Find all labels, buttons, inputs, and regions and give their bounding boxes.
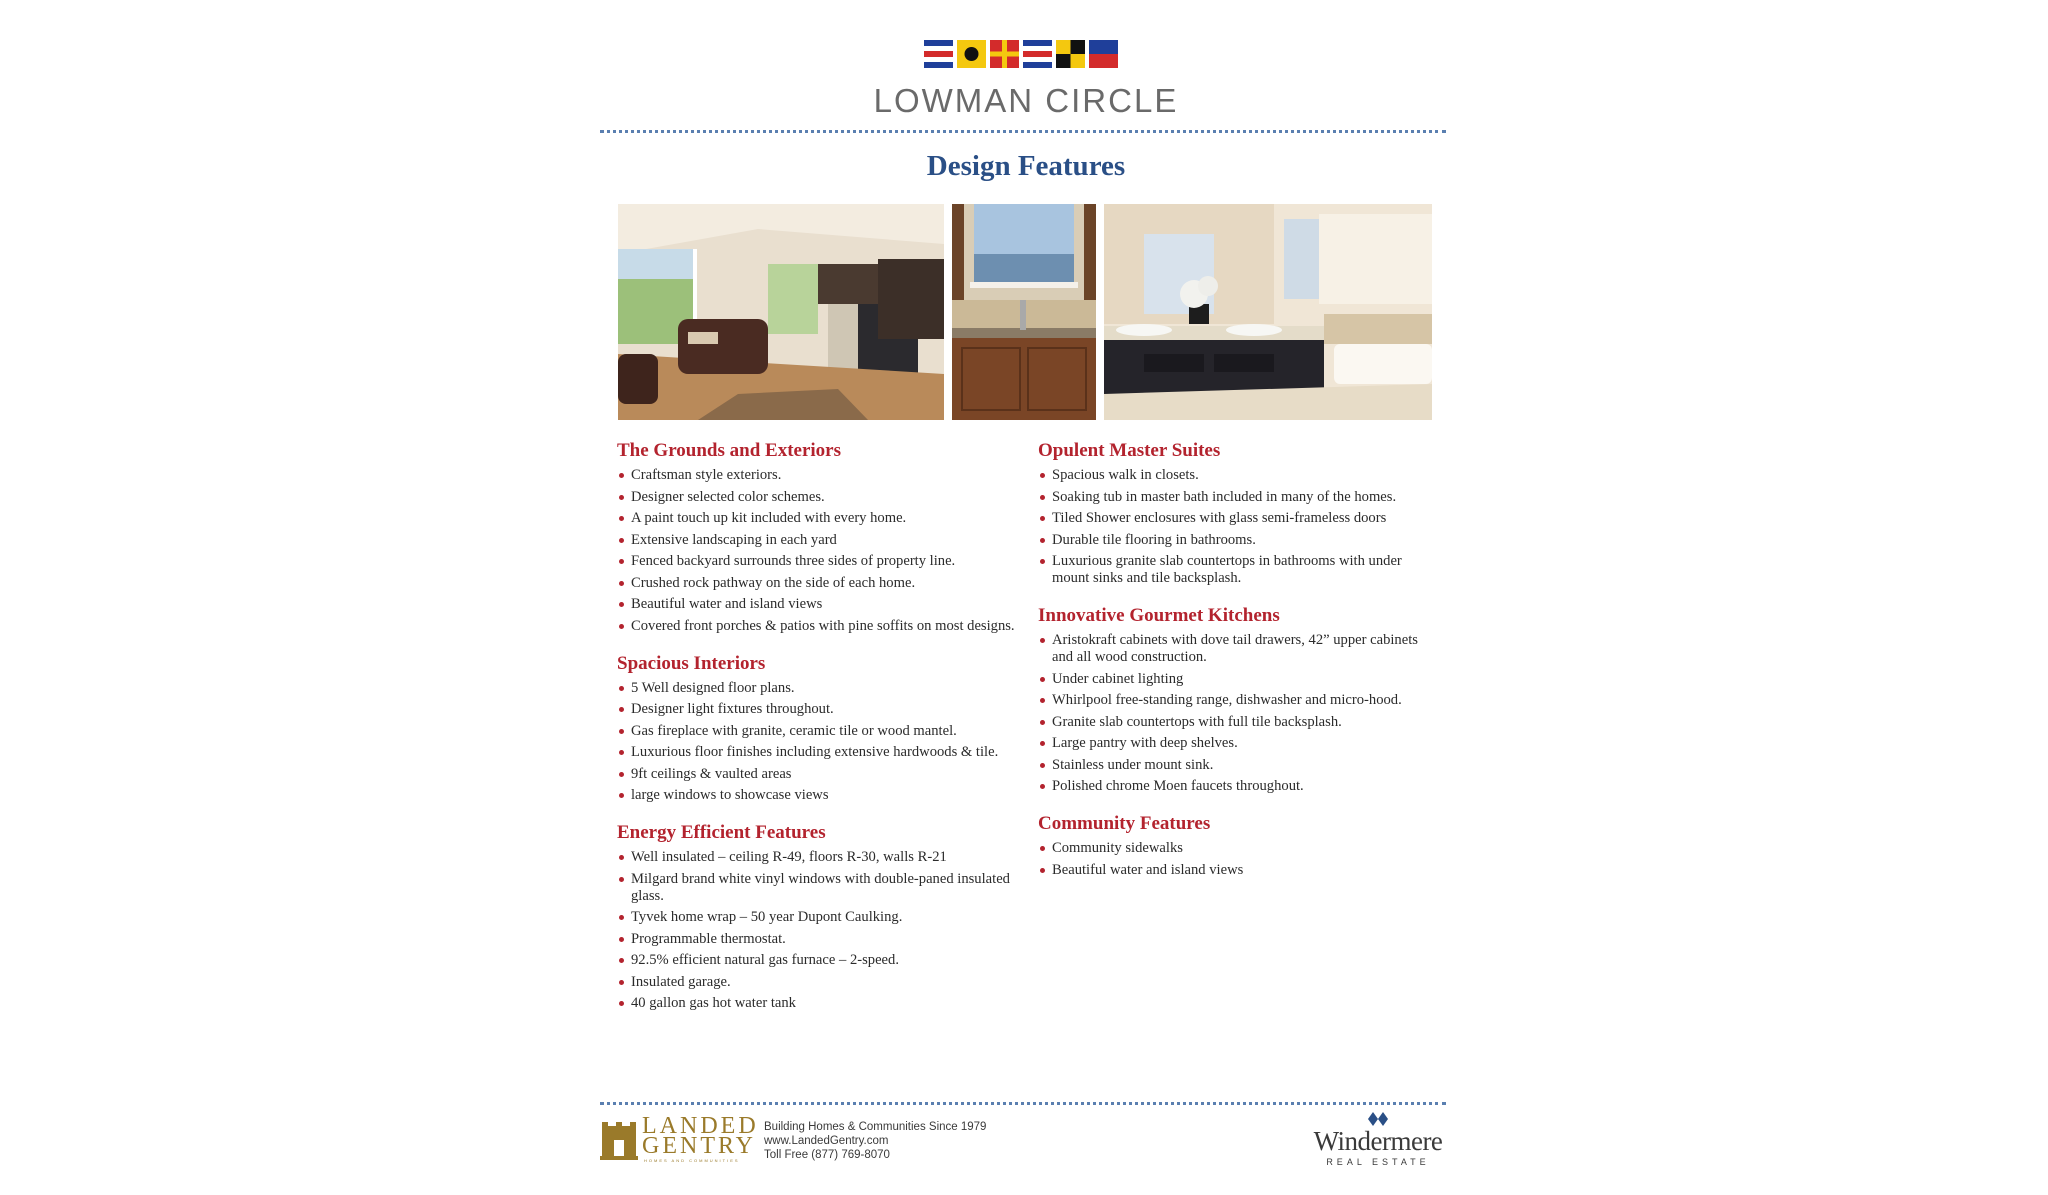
section-community-features	[1038, 813, 1438, 879]
section-heading: Energy Efficient Features	[617, 822, 826, 843]
page-title: LOWMAN CIRCLE	[873, 82, 1179, 119]
list-item: 40 gallon gas hot water tank	[617, 995, 1017, 1012]
section-gourmet-kitchens	[1038, 605, 1438, 795]
flag-i-icon	[957, 40, 986, 68]
feature-sheet-page	[566, 0, 1486, 1195]
feature-list	[1038, 632, 1438, 795]
feature-list	[1038, 467, 1438, 587]
flag-c-icon	[1023, 40, 1052, 68]
section-energy-efficient	[617, 822, 1017, 1012]
list-item: Stainless under mount sink.	[1038, 757, 1438, 774]
list-item: Tyvek home wrap – 50 year Dupont Caulking.	[617, 909, 1017, 926]
list-item: Extensive landscaping in each yard	[617, 532, 1017, 549]
list-item: Programmable thermostat.	[617, 931, 1017, 948]
list-item: Craftsman style exteriors.	[617, 467, 1017, 484]
living-room-kitchen-photo	[618, 204, 944, 420]
feature-list	[617, 680, 1017, 805]
list-item: Polished chrome Moen faucets throughout.	[1038, 778, 1438, 795]
landed-gentry-tagline: HOMES AND COMMUNITIES	[644, 1158, 740, 1163]
feature-list	[617, 849, 1017, 1012]
contact-line: Building Homes & Communities Since 1979	[764, 1121, 987, 1133]
top-divider	[600, 130, 1446, 133]
signal-flags-logo	[924, 40, 1120, 72]
section-heading: Spacious Interiors	[617, 652, 766, 674]
section-heading: Community Features	[1038, 813, 1211, 834]
list-item: Durable tile flooring in bathrooms.	[1038, 532, 1438, 549]
contact-website: www.LandedGentry.com	[764, 1135, 889, 1147]
landed-gentry-wordmark	[642, 1113, 759, 1159]
list-item: Large pantry with deep shelves.	[1038, 735, 1438, 752]
list-item: Aristokraft cabinets with dove tail drawers, 42” upper cabinets and all wood construction.	[1038, 632, 1438, 666]
list-item: Beautiful water and island views	[1038, 862, 1438, 879]
list-item: Insulated garage.	[617, 974, 1017, 991]
list-item: Community sidewalks	[1038, 840, 1438, 857]
left-column	[617, 440, 1017, 1030]
list-item: Designer light fixtures throughout.	[617, 701, 1017, 718]
list-item: large windows to showcase views	[617, 787, 1017, 804]
section-subtitle: Design Features	[926, 150, 1126, 182]
list-item: A paint touch up kit included with every home.	[617, 510, 1017, 527]
list-item: Luxurious granite slab countertops in bathrooms with under mount sinks and tile backsplash.	[1038, 553, 1438, 587]
windermere-subtitle: REAL ESTATE	[1326, 1157, 1430, 1167]
kitchen-sink-photo	[952, 204, 1096, 420]
photo-strip	[618, 204, 1432, 420]
landed-gentry-contact	[764, 1120, 986, 1162]
flag-l-icon	[1056, 40, 1085, 68]
list-item: Well insulated – ceiling R-49, floors R-30, walls R-21	[617, 849, 1017, 866]
list-item: Under cabinet lighting	[1038, 671, 1438, 688]
wordmark-line-1: LANDED	[642, 1113, 759, 1139]
feature-list	[1038, 840, 1438, 879]
flag-c-icon	[924, 40, 953, 68]
list-item: Luxurious floor finishes including extensive hardwoods & tile.	[617, 744, 1017, 761]
list-item: Whirlpool free-standing range, dishwasher and micro-hood.	[1038, 692, 1438, 709]
castle-icon	[600, 1120, 638, 1160]
list-item: Crushed rock pathway on the side of each home.	[617, 575, 1017, 592]
master-bathroom-photo	[1104, 204, 1432, 420]
list-item: Fenced backyard surrounds three sides of property line.	[617, 553, 1017, 570]
flag-e-icon	[1089, 40, 1118, 68]
list-item: Covered front porches & patios with pine soffits on most designs.	[617, 618, 1017, 635]
list-item: Spacious walk in closets.	[1038, 467, 1438, 484]
list-item: Granite slab countertops with full tile backsplash.	[1038, 714, 1438, 731]
list-item: Tiled Shower enclosures with glass semi-frameless doors	[1038, 510, 1438, 527]
list-item: Milgard brand white vinyl windows with double-paned insulated glass.	[617, 871, 1017, 905]
section-heading: The Grounds and Exteriors	[617, 440, 841, 461]
right-column	[1038, 440, 1438, 897]
flag-r-icon	[990, 40, 1019, 68]
windermere-w-icon	[1368, 1112, 1388, 1126]
list-item: 9ft ceilings & vaulted areas	[617, 766, 1017, 783]
section-master-suites	[1038, 440, 1438, 587]
wordmark-line-2: GENTRY	[642, 1133, 756, 1159]
list-item: Beautiful water and island views	[617, 596, 1017, 613]
contact-phone: Toll Free (877) 769-8070	[764, 1149, 890, 1161]
feature-list	[617, 467, 1017, 635]
section-spacious-interiors	[617, 653, 1017, 805]
list-item: 5 Well designed floor plans.	[617, 680, 1017, 697]
section-heading: Innovative Gourmet Kitchens	[1038, 605, 1280, 626]
windermere-logo	[1308, 1112, 1448, 1167]
bottom-divider	[600, 1102, 1446, 1105]
list-item: Gas fireplace with granite, ceramic tile or wood mantel.	[617, 723, 1017, 740]
list-item: 92.5% efficient natural gas furnace – 2-speed.	[617, 952, 1017, 969]
section-heading: Opulent Master Suites	[1038, 440, 1221, 461]
section-grounds-exteriors	[617, 440, 1017, 635]
list-item: Soaking tub in master bath included in many of the homes.	[1038, 489, 1438, 506]
list-item: Designer selected color schemes.	[617, 489, 1017, 506]
windermere-wordmark: Windermere	[1313, 1126, 1443, 1156]
